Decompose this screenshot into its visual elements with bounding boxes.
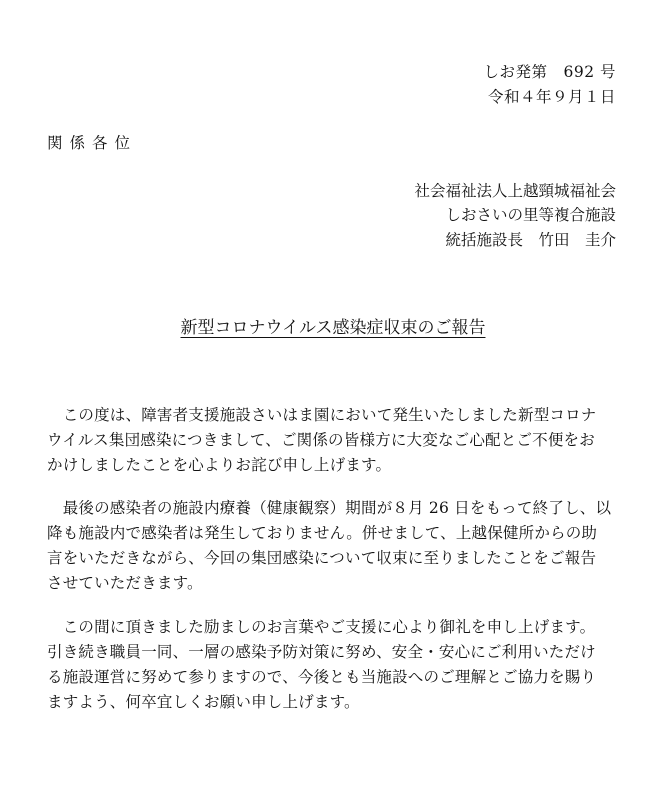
sender-facility: しおさいの里等複合施設	[445, 206, 616, 224]
sender-organization: 社会福祉法人上越頸城福祉会	[414, 182, 616, 200]
body-line: かけしましたことを心よりお詫び申し上げます。	[47, 456, 392, 474]
document-date: 令和４年９月１日	[487, 88, 616, 106]
recipient: 関係各位	[47, 134, 138, 152]
body-line: させていただきます。	[47, 574, 203, 592]
body-line: る施設運営に努めて参りますので、今後とも当施設へのご理解とご協力を賜り	[47, 668, 597, 686]
document-number: しお発第 692 号	[483, 63, 616, 81]
body-line: 降も施設内で感染者は発生しておりません。併せまして、上越保健所からの助	[47, 524, 598, 542]
body-line: 引き続き職員一同、一層の感染予防対策に努め、安全・安心にご利用いただけ	[47, 643, 596, 661]
body-line: ウイルス集団感染につきまして、ご関係の皆様方に大変なご心配とご不便をお	[47, 431, 595, 449]
body-line: ますよう、何卒宜しくお願い申し上げます。	[47, 693, 360, 711]
body-line: この度は、障害者支援施設さいはま園において発生いたしました新型コロナ	[47, 406, 597, 424]
body-line: 最後の感染者の施設内療養（健康観察）期間が８月 26 日をもって終了し、以	[47, 499, 612, 517]
document-title	[0, 318, 666, 338]
document-title-text: 新型コロナウイルス感染症収束のご報告	[180, 318, 486, 338]
sender-director: 統括施設長 竹田 圭介	[445, 231, 616, 249]
body-line: この間に頂きました励ましのお言葉やご支援に心より御礼を申し上げます。	[47, 618, 596, 636]
body-line: 言をいただきながら、今回の集団感染について収束に至りましたことをご報告	[47, 549, 597, 567]
